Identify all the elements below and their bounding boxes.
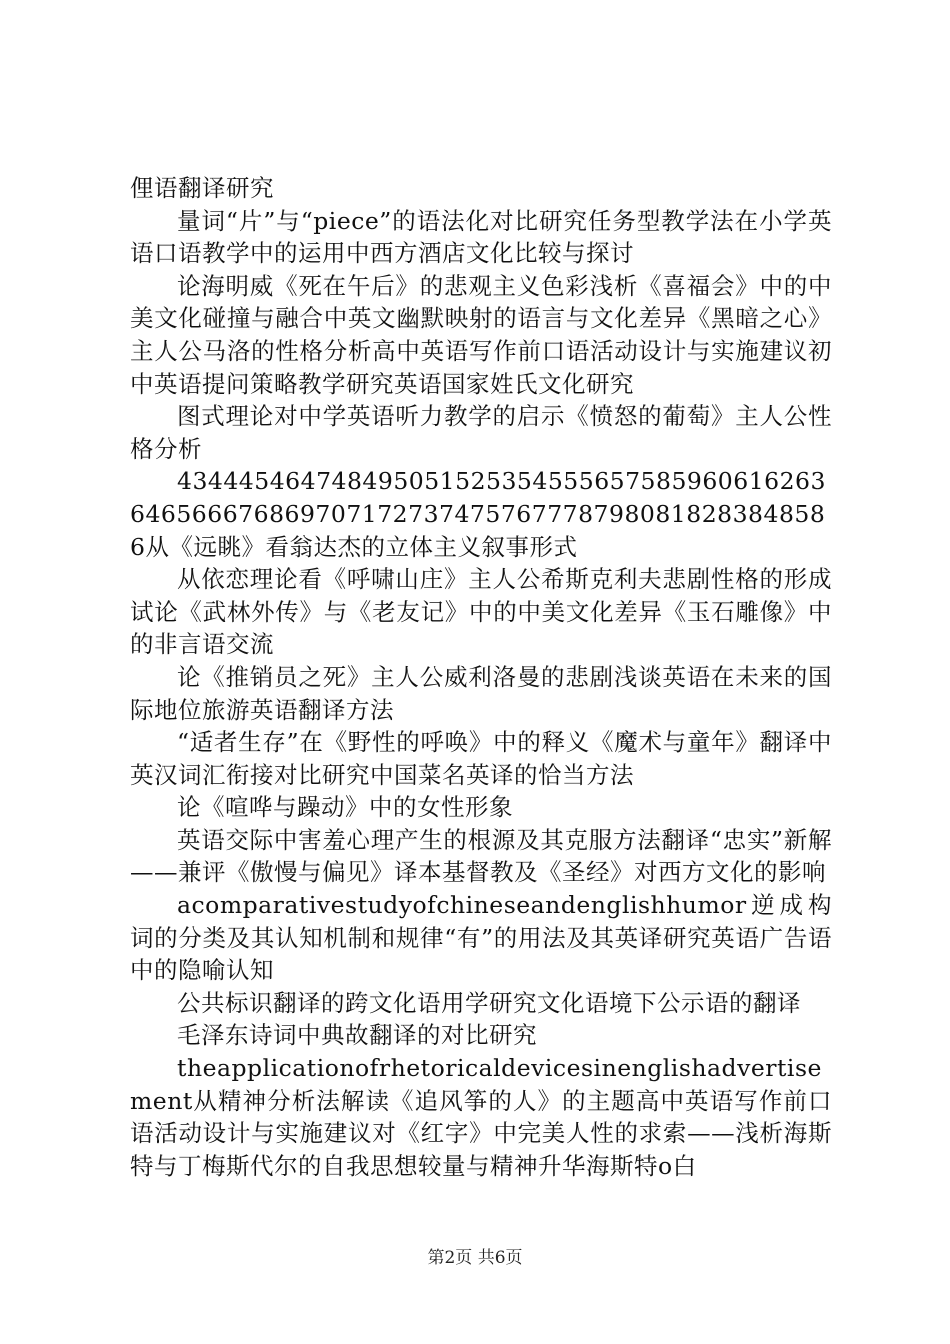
paragraph: 论《喧哗与躁动》中的女性形象	[177, 793, 513, 822]
paragraph: acomparativestudyofchineseandenglishhumor逆成构词的分类及其认知机制和规律“有”的用法及其英译研究英语广告语中的隐喻认知	[130, 891, 832, 985]
paragraph: 图式理论对中学英语听力教学的启示《愤怒的葡萄》主人公性格分析	[130, 402, 832, 463]
paragraph: 论《推销员之死》主人公威利洛曼的悲剧浅谈英语在未来的国际地位旅游英语翻译方法	[130, 662, 832, 724]
paragraph: theapplicationofrhetoricaldevicesinenglishadvertisement从精神分析法解读《追风筝的人》的主题高中英语写作前口语活动设计与实施建议对《红字》中完美人性的求索——浅析海斯特与丁梅斯代尔的自我思想较量与精神升华海斯特o白	[130, 1054, 832, 1180]
paragraph: 从依恋理论看《呼啸山庄》主人公希斯克利夫悲剧性格的形成试论《武林外传》与《老友记》中的中美文化差异《玉石雕像》中的非言语交流	[130, 565, 832, 659]
paragraph: 公共标识翻译的跨文化语用学研究文化语境下公示语的翻译	[177, 988, 801, 1017]
paragraph: 俚语翻译研究	[130, 174, 274, 202]
paragraph: 毛泽东诗词中典故翻译的对比研究	[177, 1021, 537, 1050]
document-body	[130, 172, 832, 1182]
paragraph: 4344454647484950515253545556575859606162636465666768697071727374757677787980818283848586从《远眺》看翁达杰的立体主义叙事形式	[130, 467, 826, 561]
paragraph: 英语交际中害羞心理产生的根源及其克服方法翻译“忠实”新解——兼评《傲慢与偏见》译本基督教及《圣经》对西方文化的影响	[130, 825, 832, 887]
paragraph: “适者生存”在《野性的呼唤》中的释义《魔术与童年》翻译中英汉词汇衔接对比研究中国菜名英译的恰当方法	[130, 728, 832, 789]
paragraph: 量词“片”与“piece”的语法化对比研究任务型教学法在小学英语口语教学中的运用中西方酒店文化比较与探讨	[130, 206, 832, 268]
page-number-footer: 第2页 共6页	[427, 1248, 523, 1268]
paragraph: 论海明威《死在午后》的悲观主义色彩浅析《喜福会》中的中美文化碰撞与融合中英文幽默映射的语言与文化差异《黑暗之心》主人公马洛的性格分析高中英语写作前口语活动设计与实施建议初中英语提问策略教学研究英语国家姓氏文化研究	[130, 271, 832, 398]
